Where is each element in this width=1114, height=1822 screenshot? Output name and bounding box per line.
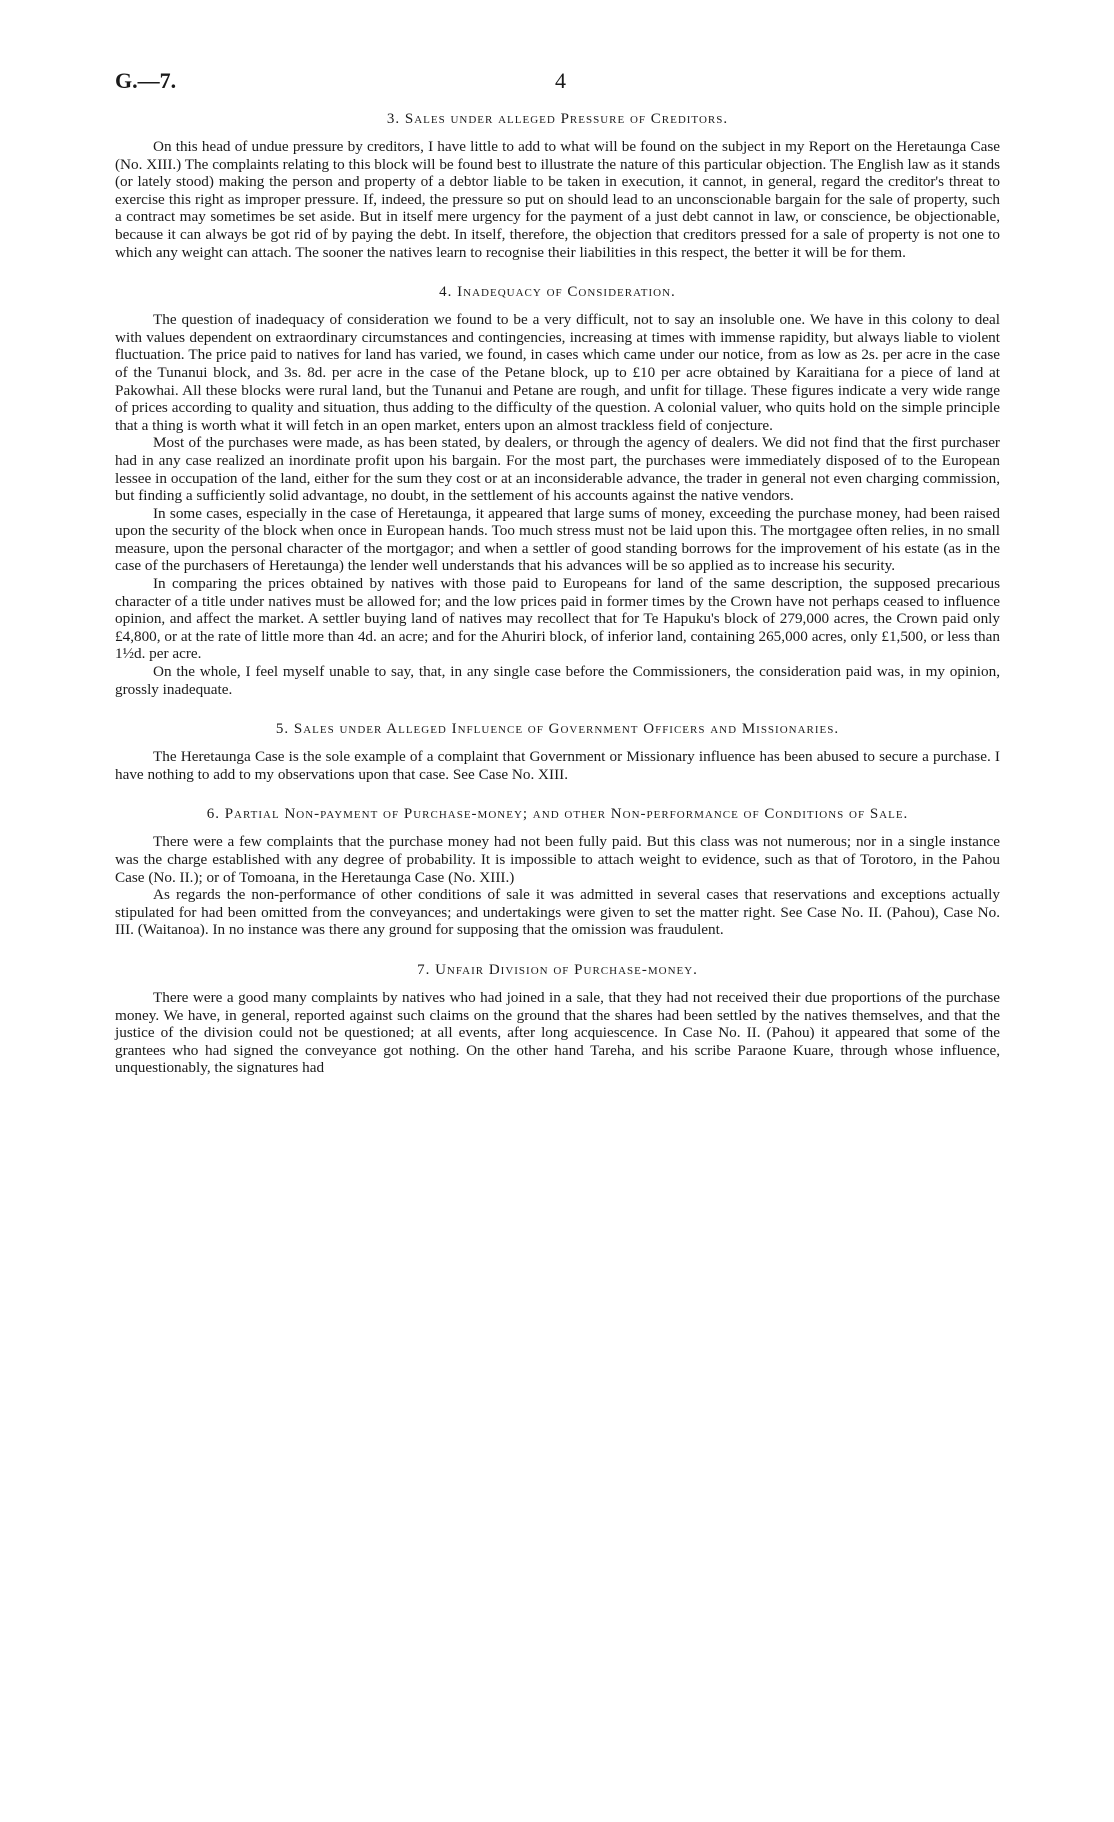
paragraph: On this head of undue pressure by creditors, I have little to add to what will be found on the subject in my Report on the Heretaunga Case (No. XIII.) The complaints relating to this block will be found best to illustrate the nature of this particular objection. The English law as it stands (or lately stood) making the person and property of a debtor liable to be taken in execution, it cannot, in general, regard the creditor's threat to exercise this right as improper pressure. If, indeed, the pressure so put on should lead to an unconscionable bargain for the sale of property, such a contract may sometimes be set aside. But in itself mere urgency for the payment of a just debt cannot in law, or conscience, be objectionable, because it can always be got rid of by paying the debt. In itself, therefore, the objection that creditors pressed for a sale of property is not one to which any weight can attach. The sooner the natives learn to recognise their liabilities in this respect, the better it will be for them. <box>115 138 1000 261</box>
section-heading: 4. Inadequacy of Consideration. <box>439 284 676 301</box>
paragraph: There were a few complaints that the purchase money had not been fully paid. But this class was not numerous; nor in a single instance was the charge established with any degree of probability. It is impossible to attach weight to evidence, such as that of Torotoro, in the Pahou Case (No. II.); or of Tomoana, in the Heretaunga Case (No. XIII.) <box>115 833 1000 886</box>
paragraph: On the whole, I feel myself unable to say, that, in any single case before the Commissioners, the consideration paid was, in my opinion, grossly inadequate. <box>115 663 1000 698</box>
section-heading: 6. Partial Non-payment of Purchase-money; and other Non-performance of Conditions of Sale. <box>206 806 909 823</box>
page-header <box>115 68 999 98</box>
document-body <box>115 110 1000 1077</box>
paragraph: In comparing the prices obtained by natives with those paid to Europeans for land of the same description, the supposed precarious character of a title under natives must be allowed for; and the low prices paid in former times by the Crown have not perhaps ceased to influence opinion, and affect the market. A settler buying land of natives may recollect that for Te Hapuku's block of 279,000 acres, the Crown paid only £4,800, or at the rate of little more than 4d. an acre; and for the Ahuriri block, of inferior land, containing 265,000 acres, only £1,500, or less than 1½d. per acre. <box>115 575 1000 663</box>
paragraph: The Heretaunga Case is the sole example of a complaint that Government or Missionary influence has been abused to secure a purchase. I have nothing to add to my observations upon that case. See Case No. XIII. <box>115 748 1000 783</box>
paragraph: As regards the non-performance of other conditions of sale it was admitted in several cases that reservations and exceptions actually stipulated for had been omitted from the conveyances; and undertakings were given to set the matter right. See Case No. II. (Pahou), Case No. III. (Waitanoa). In no instance was there any ground for supposing that the omission was fraudulent. <box>115 886 1000 939</box>
section-heading: 5. Sales under Alleged Influence of Government Officers and Missionaries. <box>275 721 840 738</box>
paragraph: The question of inadequacy of consideration we found to be a very difficult, not to say an insoluble one. We have in this colony to deal with values dependent on extraordinary circumstances and contingencies, increasing at times with immense rapidity, but always liable to violent fluctuation. The price paid to natives for land has varied, we found, in cases which came under our notice, from as low as 2s. per acre in the case of the Tunanui block, and 3s. 8d. per acre in the case of the Petane block, up to £10 per acre obtained by Karaitiana for a piece of land at Pakowhai. All these blocks were rural land, but the Tunanui and Petane are rough, and unfit for tillage. These figures indicate a very wide range of prices according to quality and situation, thus adding to the difficulty of the question. A colonial valuer, who quits hold on the simple principle that a thing is worth what it will fetch in an open market, enters upon an almost trackless field of conjecture. <box>115 311 1000 434</box>
paragraph: Most of the purchases were made, as has been stated, by dealers, or through the agency of dealers. We did not find that the first purchaser had in any case realized an inordinate profit upon his bargain. For the most part, the purchases were immediately disposed of to the European lessee in occupation of the land, either for the sum they cost or at an inconsiderable advance, the trader in general not even charging commission, but finding a sufficiently solid advantage, no doubt, in the settlement of his accounts against the native vendors. <box>115 434 1000 505</box>
section-heading: 3. Sales under alleged Pressure of Creditors. <box>386 111 729 127</box>
paragraph: There were a good many complaints by natives who had joined in a sale, that they had not received their due proportions of the purchase money. We have, in general, reported against such claims on the ground that the shares had been settled by the natives themselves, and that the justice of the division could not be questioned; at all events, after long acquiescence. In Case No. II. (Pahou) it appeared that some of the grantees who had signed the conveyance got nothing. On the other hand Tareha, and his scribe Paraone Kuare, through whose influence, unquestionably, the signatures had <box>115 988 1000 1077</box>
document-series: G.—7. <box>115 68 177 93</box>
paragraph: In some cases, especially in the case of Heretaunga, it appeared that large sums of money, exceeding the purchase money, had been raised upon the security of the block when once in European hands. Too much stress must not be laid upon this. The mortgagee often relies, in no small measure, upon the personal character of the mortgagor; and when a settler of good standing borrows for the improvement of his estate (as in the case of the purchasers of Heretaunga) the lender well understands that his advances will be so applied as to increase his security. <box>115 504 1000 575</box>
page-number: 4 <box>555 68 566 93</box>
section-heading: 7. Unfair Division of Purchase-money. <box>417 961 698 978</box>
